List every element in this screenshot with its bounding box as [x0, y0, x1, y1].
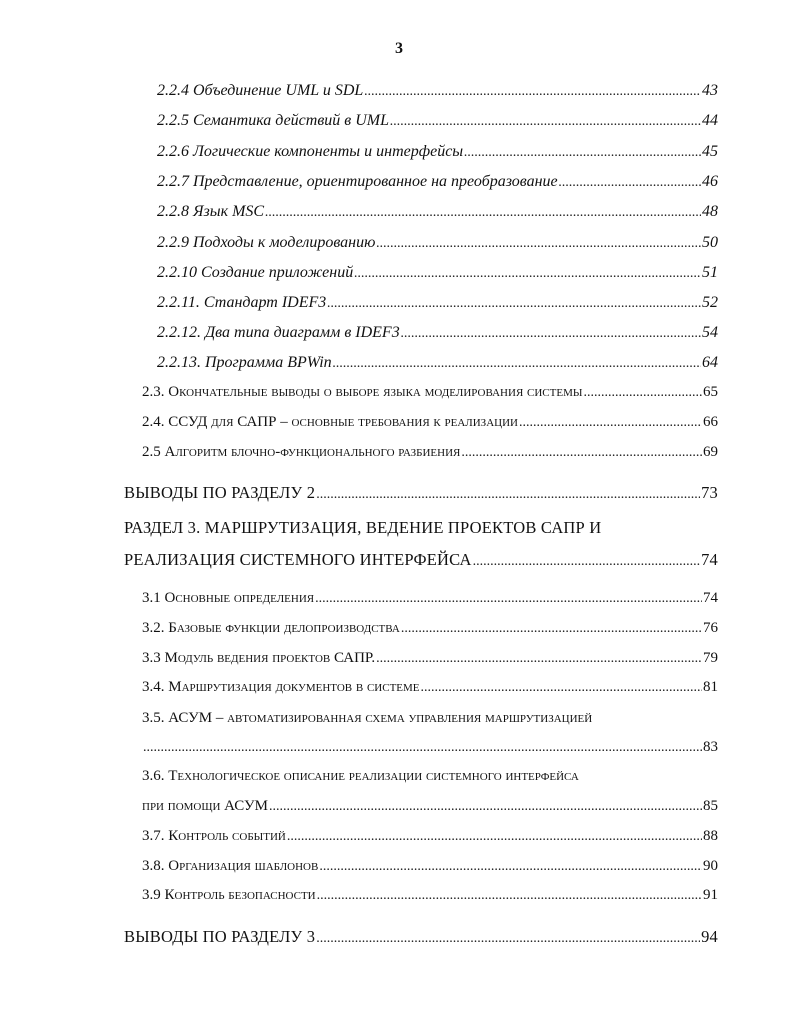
toc-entry-2-3[interactable]	[142, 384, 718, 401]
toc-entry-2-2-4[interactable]	[157, 82, 718, 100]
toc-entry-title: 2.2.11. Стандарт IDEF3	[157, 294, 327, 311]
toc-entry-2-4[interactable]	[142, 414, 718, 431]
toc-entry-page: 90	[703, 858, 718, 874]
dot-leader	[583, 385, 702, 401]
toc-entry-chapter-3[interactable]	[124, 550, 718, 570]
dot-leader	[401, 326, 701, 342]
dot-leader	[461, 445, 702, 461]
toc-entry-2-2-5[interactable]	[157, 112, 718, 130]
toc-entry-page: 51	[702, 264, 718, 281]
toc-entry-3-5-line1[interactable]: 3.5. АСУМ – автоматизированная схема управления маршрутизацией	[142, 710, 593, 726]
toc-entry-title: 3.8. Организация шаблонов	[142, 858, 319, 874]
dot-leader	[364, 84, 701, 100]
toc-entry-3-5[interactable]	[142, 739, 718, 756]
dot-leader	[316, 931, 700, 947]
toc-entry-title: 2.2.9 Подходы к моделированию	[157, 234, 376, 251]
dot-leader	[376, 651, 702, 667]
toc-entry-page: 94	[701, 927, 718, 946]
toc-entry-page: 66	[703, 414, 718, 430]
toc-entry-page: 64	[702, 354, 718, 371]
toc-entry-conclusions-2[interactable]	[124, 483, 718, 503]
toc-entry-page: 83	[703, 739, 718, 755]
toc-entry-2-2-11[interactable]	[157, 294, 718, 312]
toc-entry-title: РЕАЛИЗАЦИЯ СИСТЕМНОГО ИНТЕРФЕЙСА	[124, 550, 472, 569]
toc-entry-page: 74	[703, 590, 718, 606]
toc-entry-page: 52	[702, 294, 718, 311]
toc-entry-page: 74	[701, 550, 718, 569]
dot-leader	[354, 266, 701, 282]
toc-entry-title: 2.2.12. Два типа диаграмм в IDEF3	[157, 324, 400, 341]
toc-entry-page: 79	[703, 650, 718, 666]
dot-leader	[315, 591, 702, 607]
toc-entry-title: 2.4. ССУД для САПР – основные требования к реализации	[142, 414, 518, 430]
dot-leader	[421, 680, 702, 696]
toc-entry-page: 88	[703, 828, 718, 844]
toc-entry-3-4[interactable]	[142, 679, 718, 696]
toc-entry-3-7[interactable]	[142, 828, 718, 845]
toc-entry-chapter-3-line1[interactable]: РАЗДЕЛ 3. МАРШРУТИЗАЦИЯ, ВЕДЕНИЕ ПРОЕКТОВ САПР И	[124, 518, 602, 537]
toc-entry-title: 3.3 Модуль ведения проектов САПР.	[142, 650, 376, 666]
toc-entry-page: 81	[703, 679, 718, 695]
dot-leader	[473, 554, 701, 570]
toc-entry-title: 2.2.7 Представление, ориентированное на преобразование	[157, 173, 558, 190]
toc-entry-title: ВЫВОДЫ ПО РАЗДЕЛУ 2	[124, 483, 316, 502]
dot-leader	[316, 487, 700, 503]
toc-entry-page: 43	[702, 82, 718, 99]
toc-entry-title: при помощи АСУМ	[142, 798, 269, 814]
toc-entry-2-2-8[interactable]	[157, 203, 718, 221]
toc-entry-title: 2.2.4 Объединение UML и SDL	[157, 82, 364, 99]
dot-leader	[317, 888, 702, 904]
toc-entry-title: 3.4. Маршрутизация документов в системе	[142, 679, 420, 695]
dot-leader	[401, 621, 702, 637]
dot-leader	[287, 829, 702, 845]
toc-entry-conclusions-3[interactable]	[124, 927, 718, 947]
toc-entry-2-2-6[interactable]	[157, 143, 718, 161]
dot-leader	[143, 740, 702, 756]
toc-entry-title: 3.9 Контроль безопасности	[142, 887, 316, 903]
dot-leader	[269, 799, 702, 815]
toc-entry-3-1[interactable]	[142, 590, 718, 607]
toc-entry-title: 2.2.10 Создание приложений	[157, 264, 354, 281]
toc-entry-3-2[interactable]	[142, 620, 718, 637]
toc-entry-title: 3.7. Контроль событий	[142, 828, 286, 844]
toc-entry-page: 45	[702, 143, 718, 160]
toc-entry-3-3[interactable]	[142, 650, 718, 667]
toc-entry-page: 91	[703, 887, 718, 903]
toc-entry-title: 2.3. Окончательные выводы о выборе языка моделирования системы	[142, 384, 583, 400]
toc-entry-2-5[interactable]	[142, 444, 718, 461]
dot-leader	[333, 356, 701, 372]
toc-entry-page: 50	[702, 234, 718, 251]
toc-entry-title: 2.5 Алгоритм блочно-функционального разбиения	[142, 444, 461, 460]
dot-leader	[376, 236, 701, 252]
toc-entry-title: 2.2.13. Программа BPWin	[157, 354, 332, 371]
toc-entry-2-2-9[interactable]	[157, 234, 718, 252]
toc-entry-2-2-10[interactable]	[157, 264, 718, 282]
toc-entry-title: 2.2.8 Язык MSC	[157, 203, 265, 220]
toc-entry-page: 65	[703, 384, 718, 400]
dot-leader	[559, 175, 701, 191]
page-number: 3	[395, 40, 403, 57]
toc-entry-title: 3.1 Основные определения	[142, 590, 315, 606]
toc-entry-page: 46	[702, 173, 718, 190]
toc-entry-page: 76	[703, 620, 718, 636]
toc-entry-page: 73	[701, 483, 718, 502]
dot-leader	[464, 145, 701, 161]
toc-entry-page: 85	[703, 798, 718, 814]
toc-entry-3-6[interactable]	[142, 798, 718, 815]
toc-entry-title: ВЫВОДЫ ПО РАЗДЕЛУ 3	[124, 927, 316, 946]
toc-entry-2-2-7[interactable]	[157, 173, 718, 191]
dot-leader	[390, 114, 701, 130]
toc-entry-3-9[interactable]	[142, 887, 718, 904]
toc-entry-title: 2.2.5 Семантика действий в UML	[157, 112, 389, 129]
toc-entry-2-2-13[interactable]	[157, 354, 718, 372]
toc-entry-page: 44	[702, 112, 718, 129]
toc-entry-page: 69	[703, 444, 718, 460]
toc-entry-title: 3.2. Базовые функции делопроизводства	[142, 620, 400, 636]
dot-leader	[519, 415, 702, 431]
dot-leader	[265, 205, 701, 221]
toc-entry-2-2-12[interactable]	[157, 324, 718, 342]
dot-leader	[327, 296, 701, 312]
toc-entry-page: 54	[702, 324, 718, 341]
toc-entry-title: 2.2.6 Логические компоненты и интерфейсы	[157, 143, 464, 160]
toc-entry-page: 48	[702, 203, 718, 220]
toc-entry-3-8[interactable]	[142, 858, 718, 875]
dot-leader	[319, 859, 702, 875]
toc-entry-3-6-line1[interactable]: 3.6. Технологическое описание реализации системного интерфейса	[142, 768, 579, 784]
